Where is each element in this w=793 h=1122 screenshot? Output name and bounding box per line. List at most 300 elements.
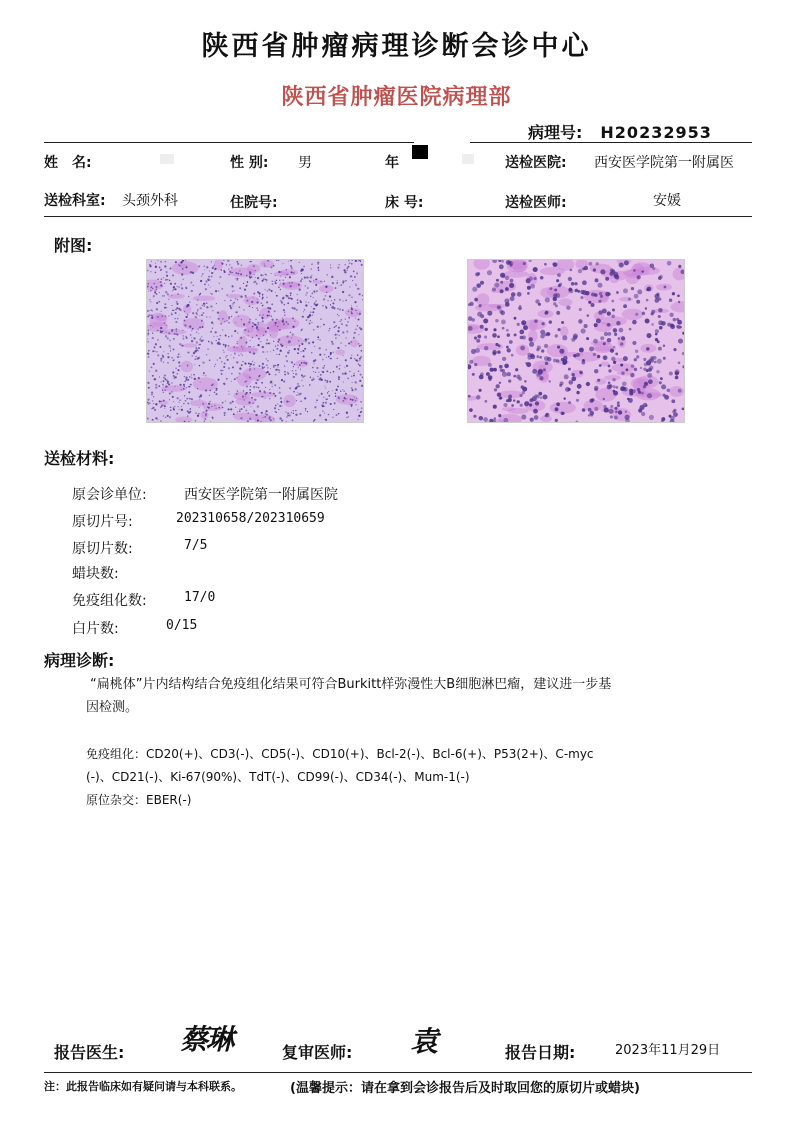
cell-nucleus — [200, 307, 202, 309]
cell-nucleus — [326, 357, 327, 358]
cell-nucleus — [159, 400, 161, 402]
cell-nucleus — [265, 279, 266, 280]
cell-nucleus — [508, 261, 511, 264]
cell-nucleus — [230, 307, 232, 309]
cell-nucleus — [236, 361, 238, 363]
cell-nucleus — [214, 366, 215, 367]
cell-nucleus — [193, 337, 195, 339]
cell-nucleus — [469, 360, 473, 364]
cell-nucleus — [228, 345, 230, 347]
cell-nucleus — [160, 261, 162, 263]
cell-nucleus — [589, 262, 593, 266]
cell-nucleus — [273, 418, 274, 419]
cell-nucleus — [582, 359, 585, 362]
cell-nucleus — [279, 387, 281, 389]
cell-nucleus — [303, 355, 305, 357]
cell-nucleus — [234, 290, 235, 291]
cell-nucleus — [268, 311, 270, 313]
cell-nucleus — [359, 360, 360, 361]
cell-nucleus — [289, 350, 290, 351]
cell-nucleus — [244, 329, 246, 331]
cell-nucleus — [206, 316, 207, 317]
cell-nucleus — [590, 303, 594, 307]
cell-nucleus — [530, 418, 534, 422]
cell-nucleus — [541, 322, 544, 325]
report-subtitle: 陕西省肿瘤医院病理部 — [281, 85, 512, 110]
cell-nucleus — [262, 275, 263, 276]
cell-nucleus — [209, 270, 210, 271]
cell-nucleus — [603, 342, 606, 345]
cell-nucleus — [509, 340, 513, 344]
cell-nucleus — [634, 368, 637, 371]
cell-nucleus — [224, 321, 225, 322]
cell-nucleus — [148, 353, 150, 355]
cell-nucleus — [261, 382, 263, 384]
cell-nucleus — [167, 279, 168, 280]
cell-nucleus — [322, 371, 324, 373]
cell-nucleus — [357, 409, 358, 410]
cell-nucleus — [203, 375, 204, 376]
cell-nucleus — [207, 266, 208, 267]
cell-nucleus — [152, 326, 153, 327]
cell-nucleus — [213, 336, 214, 337]
cell-nucleus — [573, 334, 578, 339]
cell-nucleus — [345, 359, 347, 361]
cell-nucleus — [351, 263, 353, 265]
cell-nucleus — [255, 319, 257, 321]
cell-nucleus — [283, 297, 285, 299]
cell-nucleus — [523, 262, 526, 265]
pathology-no-rule-left — [44, 142, 414, 143]
cell-nucleus — [149, 370, 150, 371]
cell-nucleus — [209, 395, 210, 396]
cell-nucleus — [280, 271, 281, 272]
cell-nucleus — [197, 311, 198, 312]
cell-nucleus — [302, 350, 304, 352]
cell-nucleus — [172, 274, 174, 276]
cell-nucleus — [172, 371, 174, 373]
cell-nucleus — [359, 327, 361, 329]
cell-nucleus — [230, 354, 231, 355]
cell-nucleus — [282, 283, 284, 285]
cell-nucleus — [177, 369, 179, 371]
cell-nucleus — [297, 392, 298, 393]
cell-nucleus — [500, 273, 505, 278]
cell-nucleus — [235, 407, 236, 408]
cell-nucleus — [170, 350, 171, 351]
cell-nucleus — [300, 369, 301, 370]
cell-nucleus — [200, 344, 201, 345]
cell-nucleus — [201, 326, 203, 328]
cell-nucleus — [167, 356, 169, 358]
cell-nucleus — [201, 314, 203, 316]
cell-nucleus — [181, 285, 182, 286]
cell-nucleus — [479, 416, 484, 421]
cell-nucleus — [307, 287, 309, 289]
cell-nucleus — [170, 268, 172, 270]
cell-nucleus — [258, 376, 260, 378]
cell-nucleus — [337, 385, 339, 387]
cell-nucleus — [357, 325, 358, 326]
cell-nucleus — [211, 341, 212, 342]
material-label: 蜡块数: — [72, 566, 119, 582]
cell-nucleus — [155, 286, 157, 288]
cell-nucleus — [485, 400, 488, 403]
cell-nucleus — [280, 283, 281, 284]
cell-nucleus — [281, 345, 283, 347]
cell-nucleus — [154, 292, 156, 294]
cell-nucleus — [612, 378, 615, 381]
cell-nucleus — [349, 318, 350, 319]
cell-nucleus — [286, 401, 288, 403]
cell-nucleus — [354, 332, 356, 334]
cell-nucleus — [580, 296, 583, 299]
cell-nucleus — [515, 368, 518, 371]
material-row-slide-count — [72, 538, 208, 558]
cell-nucleus — [148, 310, 149, 311]
cell-nucleus — [507, 348, 511, 352]
cell-nucleus — [239, 372, 241, 374]
cell-nucleus — [314, 346, 315, 347]
cell-nucleus — [513, 375, 516, 378]
cell-nucleus — [677, 325, 681, 329]
cell-nucleus — [495, 319, 498, 322]
cell-nucleus — [333, 409, 334, 410]
cell-nucleus — [279, 329, 281, 331]
cell-nucleus — [253, 410, 254, 411]
cell-nucleus — [149, 265, 151, 267]
cell-nucleus — [505, 287, 509, 291]
cell-nucleus — [278, 409, 279, 410]
cell-nucleus — [291, 412, 292, 413]
stroma-patch — [172, 261, 199, 275]
cell-nucleus — [344, 372, 346, 374]
cell-nucleus — [579, 308, 582, 311]
cell-nucleus — [212, 310, 213, 311]
cell-nucleus — [355, 283, 356, 284]
cell-nucleus — [196, 347, 198, 349]
cell-nucleus — [319, 347, 321, 349]
stroma-patch — [622, 309, 643, 321]
cell-nucleus — [326, 380, 328, 382]
cell-nucleus — [324, 385, 325, 386]
cell-nucleus — [215, 268, 217, 270]
cell-nucleus — [290, 285, 292, 287]
cell-nucleus — [337, 347, 338, 348]
cell-nucleus — [190, 271, 192, 273]
cell-nucleus — [339, 365, 340, 366]
cell-nucleus — [255, 270, 256, 271]
cell-nucleus — [673, 348, 676, 351]
material-label: 原切片数: — [72, 541, 133, 557]
cell-nucleus — [604, 332, 608, 336]
cell-nucleus — [625, 410, 627, 412]
cell-nucleus — [183, 403, 184, 404]
cell-nucleus — [312, 311, 314, 313]
cell-nucleus — [257, 299, 258, 300]
cell-nucleus — [504, 364, 509, 369]
cell-nucleus — [308, 338, 310, 340]
cell-nucleus — [297, 302, 299, 304]
cell-nucleus — [323, 298, 325, 300]
material-row-blank-count — [72, 618, 198, 638]
cell-nucleus — [249, 418, 251, 420]
cell-nucleus — [204, 266, 205, 267]
cell-nucleus — [636, 300, 640, 304]
cell-nucleus — [313, 280, 314, 281]
cell-nucleus — [296, 400, 297, 401]
cell-nucleus — [300, 351, 301, 352]
cell-nucleus — [571, 282, 575, 286]
cell-nucleus — [284, 371, 286, 373]
cell-nucleus — [591, 293, 595, 297]
cell-nucleus — [266, 342, 268, 344]
cell-nucleus — [193, 285, 194, 286]
cell-nucleus — [306, 292, 308, 294]
cell-nucleus — [360, 345, 361, 346]
cell-nucleus — [305, 294, 306, 295]
cell-nucleus — [273, 265, 275, 267]
cell-nucleus — [473, 415, 476, 418]
cell-nucleus — [160, 358, 162, 360]
histology-image-low-power — [146, 259, 364, 423]
cell-nucleus — [173, 375, 175, 377]
cell-nucleus — [347, 377, 349, 379]
cell-nucleus — [286, 269, 287, 270]
cell-nucleus — [242, 361, 243, 362]
stroma-patch — [193, 296, 216, 301]
cell-nucleus — [248, 331, 250, 333]
cell-nucleus — [156, 351, 157, 352]
cell-nucleus — [148, 387, 150, 389]
cell-nucleus — [252, 307, 253, 308]
figures-label: 附图: — [54, 236, 93, 255]
cell-nucleus — [163, 362, 164, 363]
cell-nucleus — [150, 325, 151, 326]
cell-nucleus — [223, 366, 225, 368]
cell-nucleus — [320, 281, 322, 283]
cell-nucleus — [333, 321, 335, 323]
cell-nucleus — [619, 328, 624, 333]
cell-nucleus — [313, 290, 315, 292]
cell-nucleus — [343, 400, 345, 402]
cell-nucleus — [147, 334, 149, 336]
cell-nucleus — [305, 338, 306, 339]
material-label: 白片数: — [72, 621, 119, 637]
cell-nucleus — [588, 414, 590, 416]
cell-nucleus — [282, 320, 284, 322]
cell-nucleus — [264, 416, 266, 418]
cell-nucleus — [167, 337, 169, 339]
cell-nucleus — [591, 398, 594, 401]
cell-nucleus — [164, 283, 165, 284]
cell-nucleus — [589, 347, 594, 352]
cell-nucleus — [257, 322, 259, 324]
cell-nucleus — [334, 299, 335, 300]
cell-nucleus — [672, 292, 675, 295]
cell-nucleus — [321, 404, 323, 406]
cell-nucleus — [153, 363, 155, 365]
cell-nucleus — [248, 321, 250, 323]
cell-nucleus — [219, 276, 221, 278]
cell-nucleus — [226, 320, 228, 322]
cell-nucleus — [508, 395, 512, 399]
cell-nucleus — [557, 273, 561, 277]
cell-nucleus — [173, 286, 175, 288]
cell-nucleus — [181, 409, 183, 411]
cell-nucleus — [283, 380, 285, 382]
cell-nucleus — [156, 289, 157, 290]
cell-nucleus — [163, 295, 165, 297]
cell-nucleus — [480, 372, 484, 376]
cell-nucleus — [237, 390, 238, 391]
cell-nucleus — [615, 411, 618, 414]
cell-nucleus — [167, 382, 169, 384]
cell-nucleus — [197, 388, 198, 389]
cell-nucleus — [155, 263, 156, 264]
cell-nucleus — [330, 267, 331, 268]
cell-nucleus — [223, 270, 225, 272]
cell-nucleus — [635, 350, 638, 353]
cell-nucleus — [151, 408, 152, 409]
cell-nucleus — [238, 316, 239, 317]
cell-nucleus — [177, 406, 178, 407]
cell-nucleus — [300, 401, 302, 403]
stroma-patch — [168, 294, 185, 299]
cell-nucleus — [147, 330, 149, 332]
cell-nucleus — [179, 399, 181, 401]
cell-nucleus — [305, 304, 307, 306]
footer-note: 注：此报告临床如有疑问请与本科联系。 — [44, 1080, 242, 1093]
cell-nucleus — [344, 269, 346, 271]
cell-nucleus — [256, 283, 258, 285]
cell-nucleus — [317, 336, 319, 338]
cell-nucleus — [301, 278, 302, 279]
cell-nucleus — [162, 295, 163, 296]
cell-nucleus — [151, 367, 153, 369]
cell-nucleus — [241, 408, 243, 410]
cell-nucleus — [226, 378, 228, 380]
cell-nucleus — [196, 331, 197, 332]
cell-nucleus — [549, 380, 551, 382]
cell-nucleus — [325, 380, 327, 382]
cell-nucleus — [598, 310, 603, 315]
cell-nucleus — [228, 316, 230, 318]
cell-nucleus — [178, 361, 180, 363]
cell-nucleus — [193, 351, 195, 353]
cell-nucleus — [568, 288, 572, 292]
cell-nucleus — [237, 278, 239, 280]
cell-nucleus — [148, 291, 149, 292]
info-bottom-rule — [44, 216, 752, 217]
cell-nucleus — [659, 381, 662, 384]
cell-nucleus — [478, 304, 481, 307]
sex-label: 性 别: — [230, 155, 269, 171]
cell-nucleus — [502, 357, 506, 361]
cell-nucleus — [613, 385, 616, 388]
cell-nucleus — [189, 376, 190, 377]
cell-nucleus — [605, 277, 609, 281]
stroma-patch — [336, 394, 359, 404]
cell-nucleus — [672, 410, 675, 413]
cell-nucleus — [536, 348, 539, 351]
cell-nucleus — [245, 396, 246, 397]
cell-nucleus — [262, 294, 264, 296]
cell-nucleus — [336, 325, 337, 326]
cell-nucleus — [348, 416, 349, 417]
cell-nucleus — [200, 280, 202, 282]
pathology-no-value: H20232953 — [600, 123, 712, 142]
cell-nucleus — [579, 348, 584, 353]
cell-nucleus — [577, 384, 582, 389]
cell-nucleus — [562, 335, 567, 340]
stroma-patch — [669, 386, 684, 397]
cell-nucleus — [538, 303, 541, 306]
cell-nucleus — [202, 361, 204, 363]
cell-nucleus — [560, 381, 564, 385]
cell-nucleus — [299, 346, 300, 347]
cell-nucleus — [154, 378, 156, 380]
cell-nucleus — [671, 399, 675, 403]
cell-nucleus — [664, 395, 669, 400]
cell-nucleus — [182, 268, 184, 270]
cell-nucleus — [216, 303, 217, 304]
cell-nucleus — [322, 402, 324, 404]
cell-nucleus — [163, 380, 165, 382]
cell-nucleus — [598, 300, 601, 303]
cell-nucleus — [274, 407, 276, 409]
cell-nucleus — [185, 336, 186, 337]
ish-line: 原位杂交：EBER(-) — [86, 793, 192, 807]
report-date-label: 报告日期: — [505, 1043, 576, 1062]
cell-nucleus — [190, 282, 192, 284]
cell-nucleus — [245, 362, 246, 363]
cell-nucleus — [628, 298, 631, 301]
cell-nucleus — [324, 365, 325, 366]
cell-nucleus — [270, 351, 271, 352]
cell-nucleus — [658, 315, 661, 318]
cell-nucleus — [522, 387, 527, 392]
cell-nucleus — [207, 278, 209, 280]
cell-nucleus — [361, 407, 363, 409]
cell-nucleus — [230, 408, 232, 410]
cell-nucleus — [555, 407, 559, 411]
cell-nucleus — [153, 403, 154, 404]
cell-nucleus — [532, 369, 537, 374]
cell-nucleus — [303, 340, 304, 341]
cell-nucleus — [337, 308, 339, 310]
cell-nucleus — [356, 313, 357, 314]
cell-nucleus — [262, 305, 263, 306]
cell-nucleus — [269, 418, 271, 420]
cell-nucleus — [225, 356, 226, 357]
cell-nucleus — [239, 306, 241, 308]
cell-nucleus — [335, 287, 337, 289]
cell-nucleus — [357, 354, 359, 356]
cell-nucleus — [161, 381, 162, 382]
cell-nucleus — [303, 362, 305, 364]
cell-nucleus — [148, 356, 150, 358]
cell-nucleus — [317, 262, 319, 264]
cell-nucleus — [632, 341, 636, 345]
cell-nucleus — [318, 395, 319, 396]
cell-nucleus — [355, 284, 357, 286]
cell-nucleus — [191, 374, 192, 375]
cell-nucleus — [232, 272, 233, 273]
cell-nucleus — [239, 287, 241, 289]
cell-nucleus — [318, 269, 320, 271]
cell-nucleus — [197, 328, 199, 330]
